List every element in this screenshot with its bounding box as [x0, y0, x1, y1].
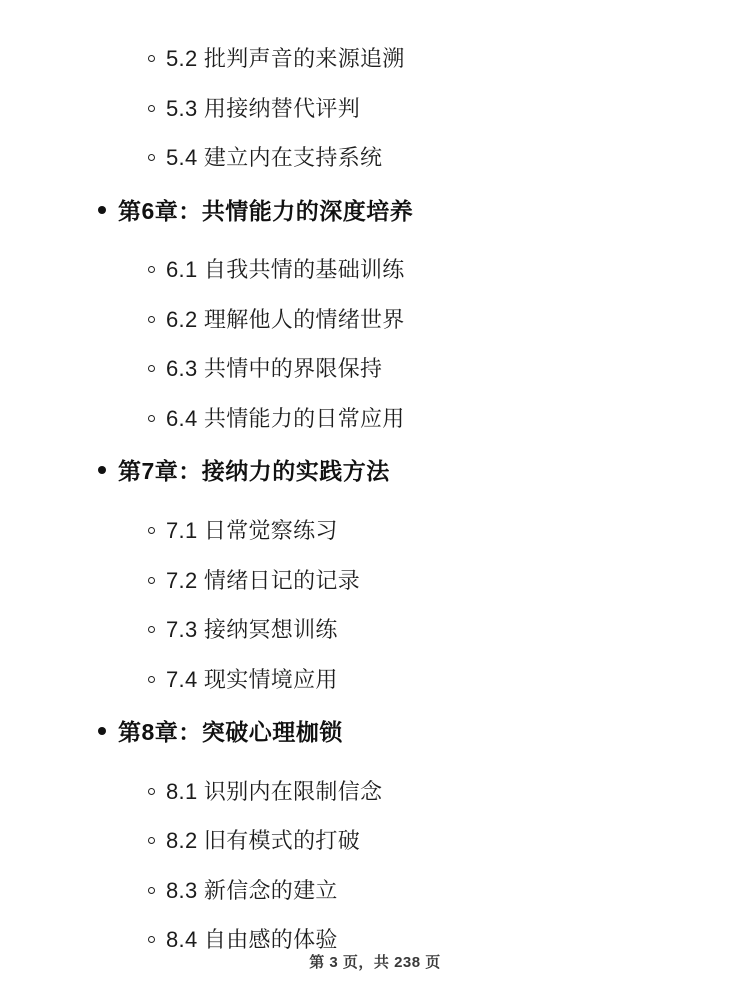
toc-group	[60, 443, 690, 704]
toc-section-item[interactable]: 6.1 自我共情的基础训练	[60, 245, 690, 295]
toc-section-item[interactable]: 8.3 新信念的建立	[60, 866, 690, 916]
toc-section-item[interactable]: 8.1 识别内在限制信念	[60, 767, 690, 817]
toc-section-item[interactable]: 5.4 建立内在支持系统	[60, 133, 690, 183]
section-list	[60, 767, 690, 965]
toc-chapter-item[interactable]: 第6章：共情能力的深度培养	[60, 183, 690, 240]
toc-chapter-item[interactable]: 第7章：接纳力的实践方法	[60, 443, 690, 500]
section-list	[60, 34, 690, 183]
toc-section-item[interactable]: 6.2 理解他人的情绪世界	[60, 295, 690, 345]
toc-chapter-item[interactable]: 第8章：突破心理枷锁	[60, 704, 690, 761]
toc-section-item[interactable]: 5.2 批判声音的来源追溯	[60, 34, 690, 84]
table-of-contents	[60, 34, 690, 965]
toc-section-item[interactable]: 7.4 现实情境应用	[60, 655, 690, 705]
toc-section-item[interactable]: 7.3 接纳冥想训练	[60, 605, 690, 655]
toc-section-item[interactable]: 7.1 日常觉察练习	[60, 506, 690, 556]
section-list	[60, 245, 690, 443]
toc-section-item[interactable]: 6.3 共情中的界限保持	[60, 344, 690, 394]
toc-group	[60, 704, 690, 965]
toc-section-item[interactable]: 5.3 用接纳替代评判	[60, 84, 690, 134]
toc-section-item[interactable]: 8.4 自由感的体验	[60, 915, 690, 965]
toc-section-item[interactable]: 7.2 情绪日记的记录	[60, 556, 690, 606]
toc-section-item[interactable]: 6.4 共情能力的日常应用	[60, 394, 690, 444]
toc-group	[60, 34, 690, 183]
toc-section-item[interactable]: 8.2 旧有模式的打破	[60, 816, 690, 866]
toc-group	[60, 183, 690, 444]
section-list	[60, 506, 690, 704]
page-footer: 第 3 页，共 238 页	[309, 954, 441, 971]
